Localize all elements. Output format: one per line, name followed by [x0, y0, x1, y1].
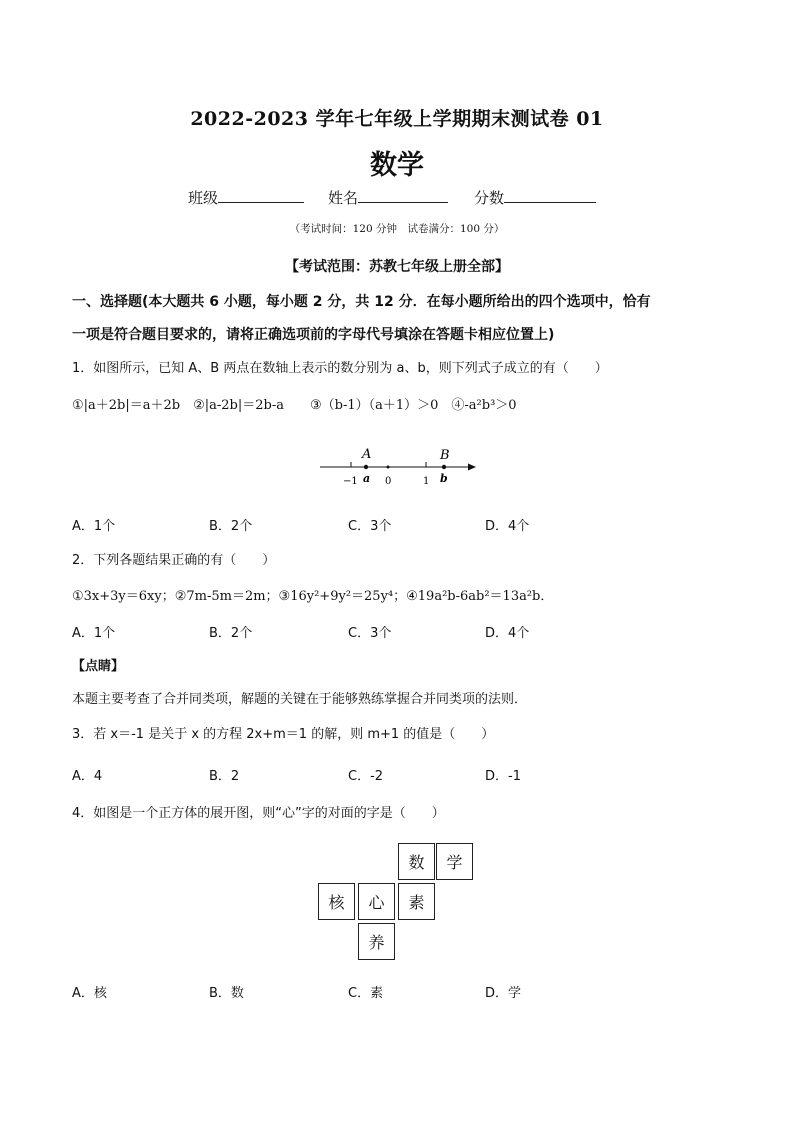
q2-option-a[interactable]: A．1个 — [72, 626, 116, 641]
q4-option-b[interactable]: B．数 — [209, 986, 244, 1001]
q2-option-d[interactable]: D．4个 — [485, 626, 530, 641]
q1-option-a[interactable]: A．1个 — [72, 519, 116, 534]
net-cell-top2: 学 — [436, 843, 473, 880]
q3-option-b[interactable]: B．2 — [209, 769, 240, 784]
class-blank[interactable] — [218, 186, 304, 203]
tick-label-b: b — [440, 472, 448, 485]
q2-comment: 本题主要考查了合并同类项，解题的关键在于能够熟练掌握合并同类项的法则． — [72, 692, 528, 707]
class-label: 班级 — [188, 189, 219, 207]
q4-option-d[interactable]: D．学 — [485, 986, 522, 1001]
arrow-head — [468, 464, 476, 471]
q3-option-d[interactable]: D．-1 — [485, 769, 521, 784]
score-blank[interactable] — [504, 186, 596, 203]
point-0 — [387, 466, 390, 469]
score-label: 分数 — [474, 189, 505, 207]
q2-option-b[interactable]: B．2个 — [209, 626, 253, 641]
point-b — [442, 465, 446, 469]
q3-option-c[interactable]: C．-2 — [348, 769, 384, 784]
tick-label-neg1: −1 — [343, 476, 358, 487]
q2-statements: ①3x+3y＝6xy；②7m-5m＝2m；③16y²+9y²＝25y⁴；④19a²b-6ab²＝13a²b． — [72, 589, 554, 604]
tick-label-a: a — [363, 472, 371, 485]
q2-option-c[interactable]: C．3个 — [348, 626, 392, 641]
label-A: A — [362, 447, 372, 462]
q1-statements: ①|a＋2b|＝a＋2b ②|a-2b|＝2b-a ③（b-1）（a＋1）＞0 ④-a²b³＞0 — [72, 398, 517, 413]
q4-option-c[interactable]: C．素 — [348, 986, 384, 1001]
q1-option-b[interactable]: B．2个 — [209, 519, 253, 534]
exam-note: （考试时间：120 分钟 试卷满分：100 分） — [289, 223, 505, 235]
q2-comment-label: 【点睛】 — [72, 659, 125, 674]
q1-number-line — [318, 446, 478, 490]
section1-heading-line2: 一项是符合题目要求的，请将正确选项前的字母代号填涂在答题卡相应位置上) — [72, 327, 555, 343]
q1-option-d[interactable]: D．4个 — [485, 519, 530, 534]
section1-heading-line1: 一、选择题(本大题共 6 小题，每小题 2 分，共 12 分．在每小题所给出的四个选项中，恰有 — [72, 294, 651, 310]
net-cell-mid1: 核 — [318, 883, 355, 920]
q1-stem: 1．如图所示，已知 A、B 两点在数轴上表示的数分别为 a、b，则下列式子成立的有（ ） — [72, 361, 608, 376]
tick-label-0: 0 — [385, 476, 392, 487]
q4-cube-net — [318, 843, 478, 963]
exam-scope: 【考试范围：苏教七年级上册全部】 — [285, 259, 509, 275]
name-blank[interactable] — [358, 186, 448, 203]
student-info-line — [188, 186, 596, 208]
q3-option-a[interactable]: A．4 — [72, 769, 103, 784]
label-B: B — [440, 448, 450, 463]
net-cell-bottom: 养 — [358, 923, 395, 960]
net-cell-mid2: 心 — [358, 883, 395, 920]
q1-option-c[interactable]: C．3个 — [348, 519, 392, 534]
subject-title: 数学 — [370, 150, 424, 181]
q2-stem: 2．下列各题结果正确的有（ ） — [72, 553, 276, 568]
q4-option-a[interactable]: A．核 — [72, 986, 107, 1001]
q4-stem: 4．如图是一个正方体的展开图，则“心”字的对面的字是（ ） — [72, 806, 445, 821]
q3-stem: 3．若 x＝-1 是关于 x 的方程 2x+m＝1 的解，则 m+1 的值是（ ） — [72, 727, 495, 742]
net-cell-mid3: 素 — [398, 883, 435, 920]
tick-label-1: 1 — [423, 476, 430, 487]
point-a — [364, 465, 368, 469]
name-label: 姓名 — [328, 189, 359, 207]
net-cell-top1: 数 — [398, 843, 435, 880]
exam-title: 2022-2023 学年七年级上学期期末测试卷 01 — [190, 108, 604, 130]
